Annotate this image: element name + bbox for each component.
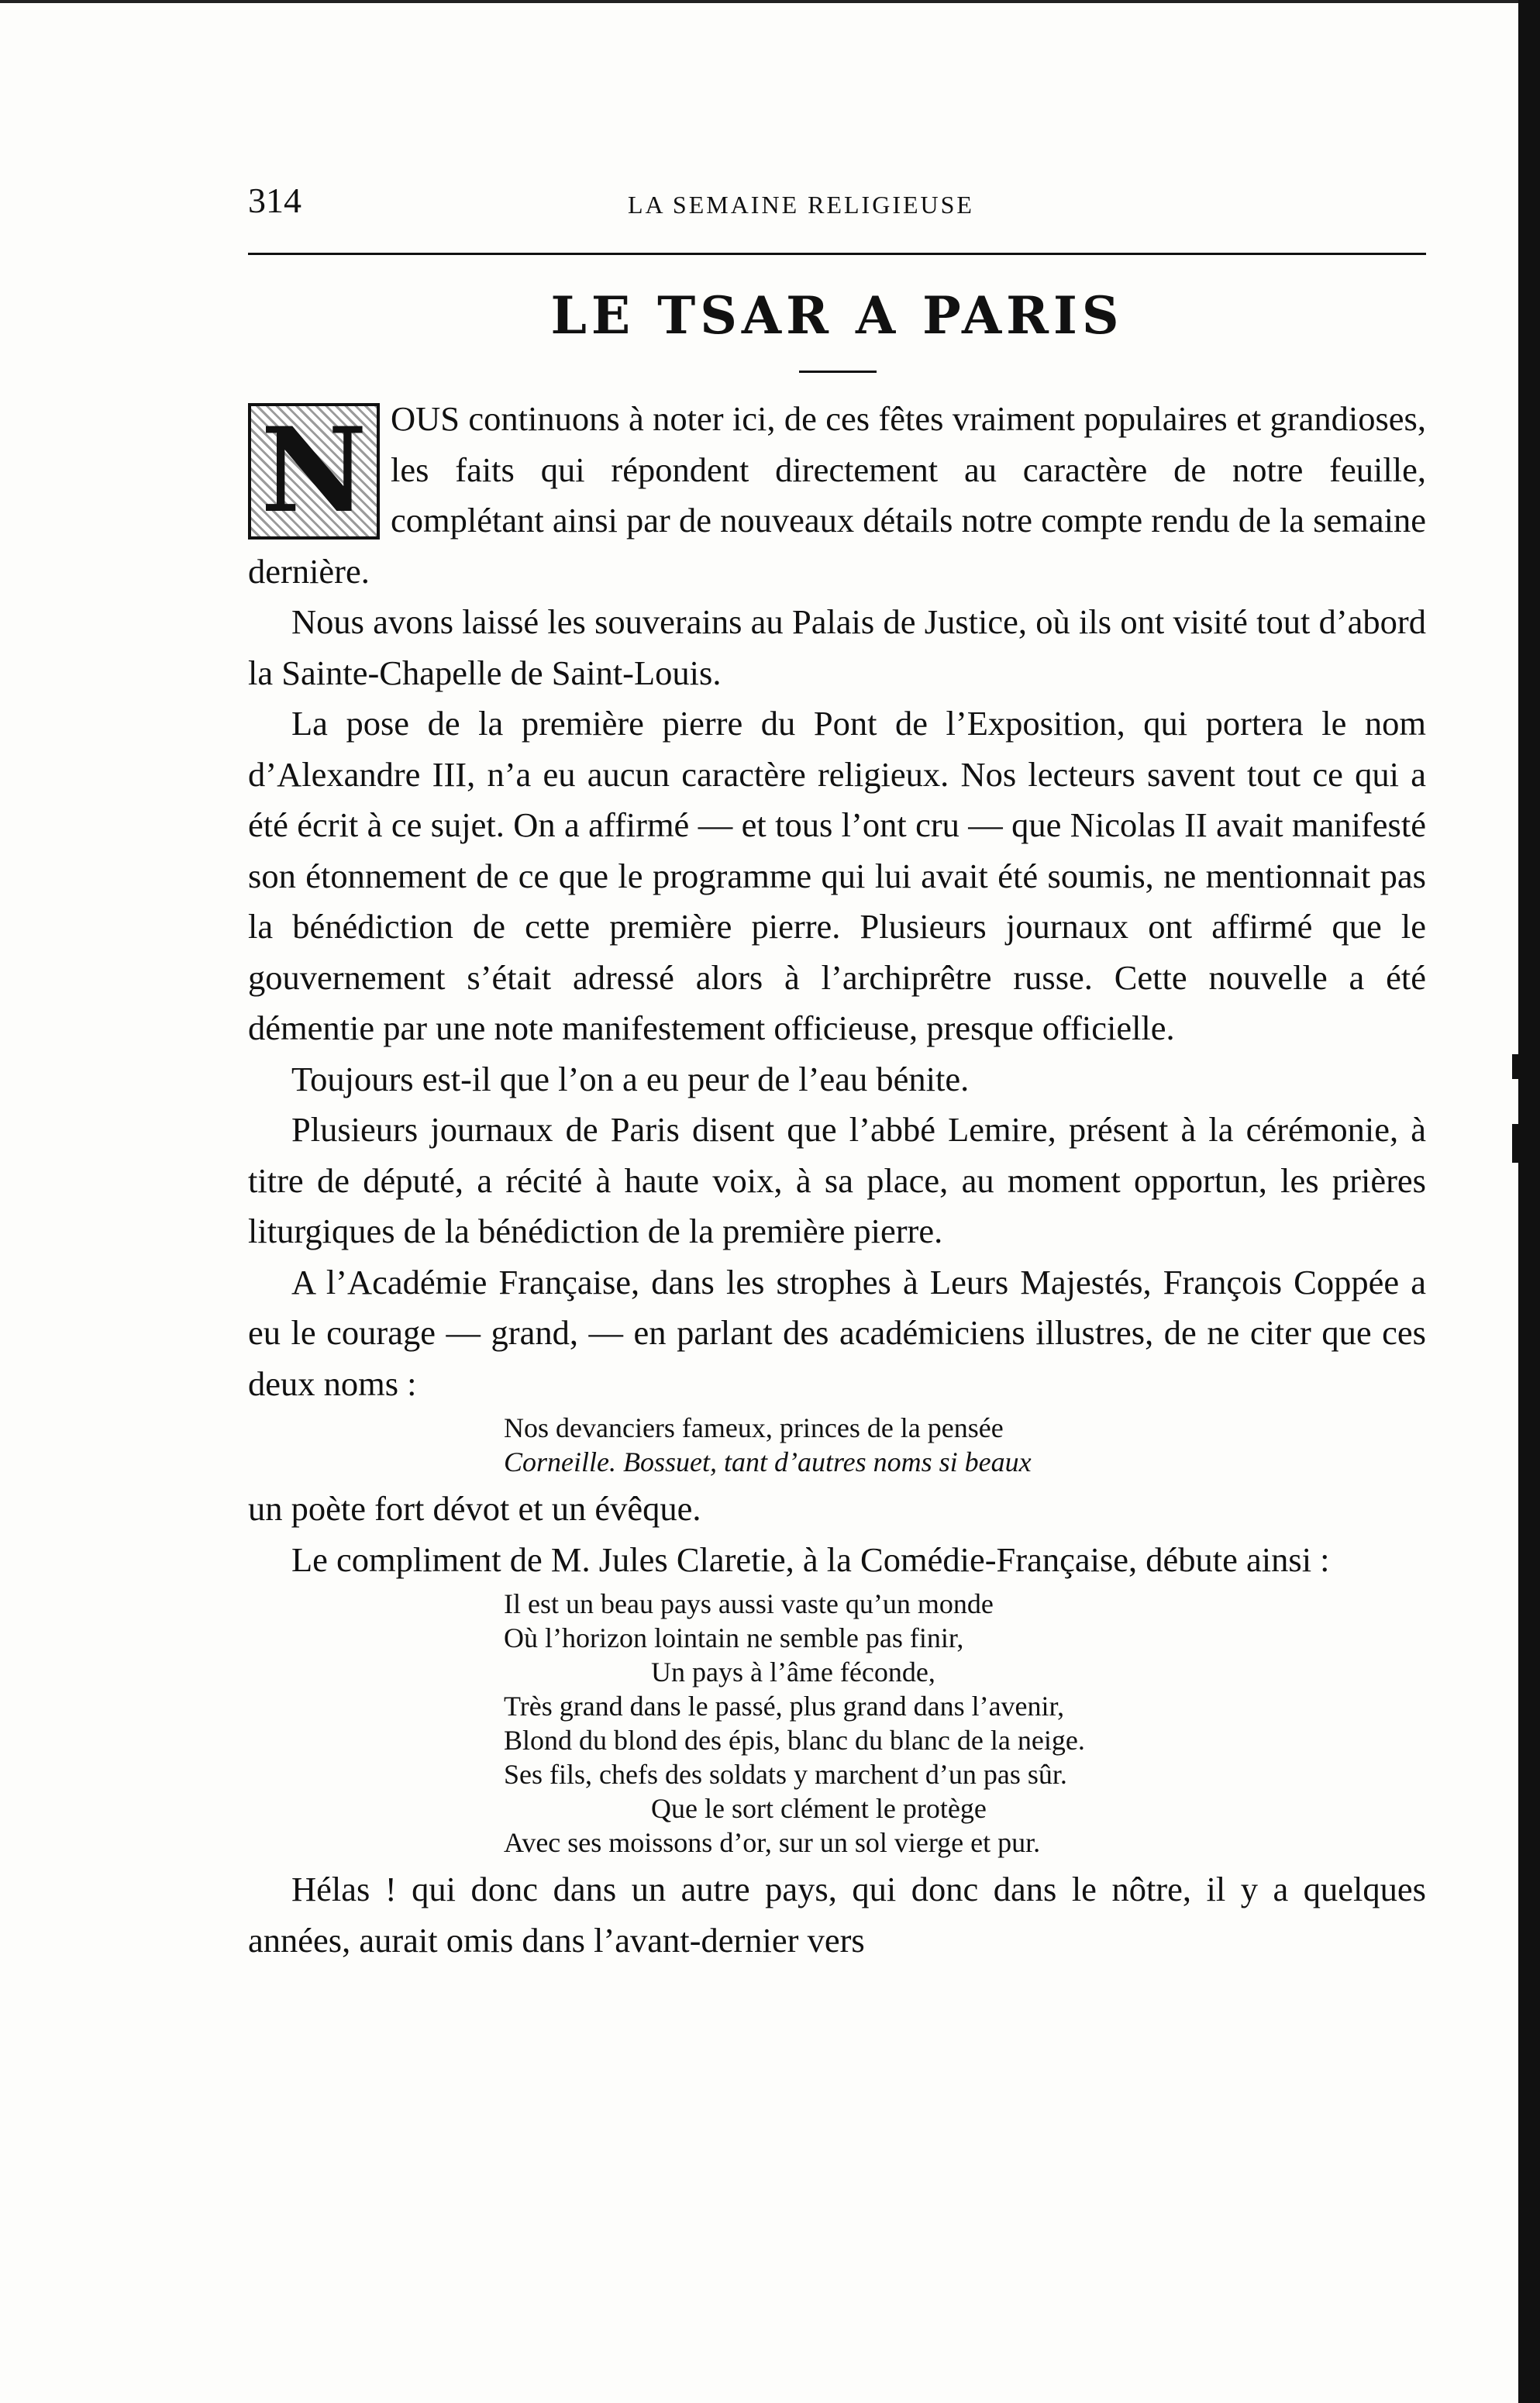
drop-cap-ornament — [248, 403, 380, 540]
paragraph: un poète fort dévot et un évêque. — [248, 1489, 701, 1528]
page-binding-edge — [1518, 0, 1540, 2403]
verse-line: Il est un beau pays aussi vaste qu’un monde — [504, 1588, 994, 1619]
verse-line: Corneille. Bossuet, tant d’autres noms si beaux — [504, 1446, 1032, 1477]
title-rule — [799, 371, 877, 373]
verse-line: Ses fils, chefs des soldats y marchent d’un pas sûr. — [504, 1759, 1067, 1790]
verse-line: Où l’horizon lointain ne semble pas finir, — [504, 1622, 964, 1653]
running-header — [248, 180, 1426, 226]
paragraph: Toujours est-il que l’on a eu peur de l’eau bénite. — [291, 1059, 970, 1098]
paragraph — [248, 394, 1426, 597]
paragraph: Hélas ! qui donc dans un autre pays, qui donc dans le nôtre, il y a quelques années, aurait omis dans l’avant-dernier vers — [248, 1870, 1426, 1960]
verse-quote — [504, 1411, 1426, 1479]
verse-line: Avec ses moissons d’or, sur un sol vierge et pur. — [504, 1827, 1041, 1858]
verse-line: Un pays à l’âme féconde, — [651, 1657, 935, 1688]
verse-line: Très grand dans le passé, plus grand dans l’avenir, — [504, 1691, 1065, 1722]
drop-cap-letter: N — [251, 406, 377, 536]
paragraph: Nous avons laissé les souverains au Palais de Justice, où ils ont visité tout d’abord la Sainte-Chapelle de Saint-Louis. — [248, 602, 1426, 692]
verse-line: Blond du blond des épis, blanc du blanc de la neige. — [504, 1725, 1085, 1756]
page-number: 314 — [248, 181, 301, 220]
verse-quote — [504, 1587, 1426, 1860]
paragraph: A l’Académie Française, dans les strophes à Leurs Majestés, François Coppée a eu le courage — grand, — en parlant des académiciens illustres, de ne citer que ces deux noms : — [248, 1262, 1426, 1403]
running-title: LA SEMAINE RELIGIEUSE — [628, 191, 974, 219]
verse-line: Que le sort clément le protège — [651, 1793, 987, 1824]
article-title: LE TSAR A PARIS — [550, 285, 1124, 346]
edge-mark — [1512, 1124, 1518, 1163]
paragraph-text: OUS continuons à noter ici, de ces fêtes vraiment populaires et grandioses, les faits qui répondent directement au caractère de notre feuille, complétant ainsi par de nouveaux détails notre compte rendu de la semaine dernière. — [248, 399, 1426, 591]
paragraph: Plusieurs journaux de Paris disent que l’abbé Lemire, présent à la cérémonie, à titre de député, a récité à haute voix, à sa place, au moment opportun, les prières liturgiques de la bénédiction de la première pierre. — [248, 1110, 1426, 1250]
verse-line: Nos devanciers fameux, princes de la pensée — [504, 1412, 1004, 1443]
edge-mark — [1512, 1054, 1518, 1079]
page-top-edge — [0, 0, 1540, 3]
article-body — [248, 394, 1426, 1966]
header-rule — [248, 253, 1426, 255]
paragraph: La pose de la première pierre du Pont de l’Exposition, qui portera le nom d’Alexandre III, n’a eu aucun caractère religieux. Nos lecteurs savent tout ce qui a été écrit à ce sujet. On a affirmé — et tous l’ont cru — que Nicolas II avait manifesté son étonnement de ce que le programme qui lui avait été soumis, ne mentionnait pas la bénédiction de cette première pierre. Plusieurs journaux ont affirmé que le gouvernement s’était adressé alors à l’archiprêtre russe. Cette nouvelle a été démentie par une note manifestement officieuse, presque officielle. — [248, 704, 1426, 1047]
paragraph: Le compliment de M. Jules Claretie, à la Comédie-Française, débute ainsi : — [291, 1539, 1330, 1579]
